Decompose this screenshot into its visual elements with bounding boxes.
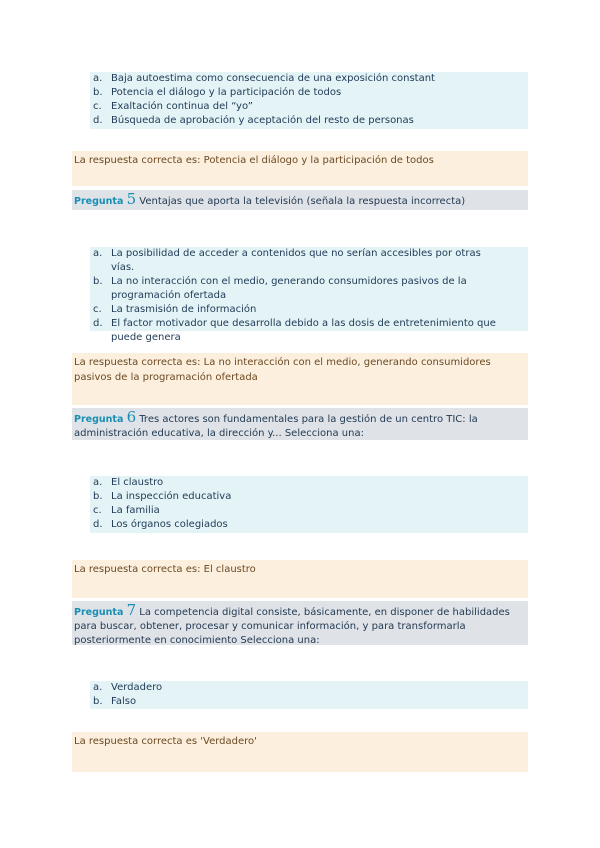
question-label: Pregunta <box>74 414 124 425</box>
q4-options <box>90 72 528 129</box>
option-text: Potencia el diálogo y la participación de todos <box>111 87 342 98</box>
option-letter: c. <box>93 304 102 315</box>
option-letter: a. <box>93 477 103 488</box>
option-text: La no interacción con el medio, generando consumidores pasivos de la programación ofertada <box>111 276 467 301</box>
q6-option-a <box>92 476 528 490</box>
option-letter: c. <box>93 505 102 516</box>
q7-correct-answer: La respuesta correcta es 'Verdadero' <box>72 732 528 772</box>
q5-question <box>72 190 528 210</box>
option-letter: b. <box>93 87 103 98</box>
q7-question <box>72 601 528 645</box>
q5-options <box>90 247 528 343</box>
option-letter: d. <box>93 318 103 329</box>
option-text: La posibilidad de acceder a contenidos que no serían accesibles por otras vías. <box>111 248 481 273</box>
option-text: El factor motivador que desarrolla debido a las dosis de entretenimiento que puede genera <box>111 318 496 343</box>
option-letter: d. <box>93 519 103 530</box>
option-text: Baja autoestima como consecuencia de una exposición constant <box>111 73 435 84</box>
option-letter: a. <box>93 73 103 84</box>
q5-correct-answer: La respuesta correcta es: La no interacción con el medio, generando consumidores pasivos de la programación ofertada <box>72 353 528 405</box>
question-text: Ventajas que aporta la televisión (señala la respuesta incorrecta) <box>139 196 466 207</box>
question-number: 7 <box>126 601 137 619</box>
question-label: Pregunta <box>74 607 124 618</box>
q7-options <box>90 681 528 709</box>
question-text: La competencia digital consiste, básicamente, en disponer de habilidades para buscar, obtener, procesar y comunicar información, y para transformarla posteriormente en conocimiento Selecciona una: <box>74 607 510 646</box>
q4-option-d <box>92 114 528 128</box>
q6-option-c <box>92 504 528 518</box>
option-letter: a. <box>93 248 103 259</box>
question-number: 5 <box>126 190 137 208</box>
q4-option-b <box>92 86 528 100</box>
q4-option-c <box>92 100 528 114</box>
option-text: Verdadero <box>111 682 163 693</box>
option-letter: d. <box>93 115 103 126</box>
q5-option-a <box>92 247 528 275</box>
option-text: La trasmisión de información <box>111 304 257 315</box>
q5-option-b <box>92 275 528 303</box>
q5-option-d <box>92 317 528 345</box>
q6-option-d <box>92 518 528 532</box>
option-text: Falso <box>111 696 137 707</box>
option-letter: c. <box>93 101 102 112</box>
option-text: El claustro <box>111 477 164 488</box>
q4-correct-answer: La respuesta correcta es: Potencia el diálogo y la participación de todos <box>72 151 528 186</box>
question-label: Pregunta <box>74 196 124 207</box>
option-text: La inspección educativa <box>111 491 232 502</box>
q7-option-a <box>92 681 528 695</box>
option-letter: b. <box>93 696 103 707</box>
option-text: La familia <box>111 505 160 516</box>
q6-correct-answer: La respuesta correcta es: El claustro <box>72 560 528 598</box>
option-letter: a. <box>93 682 103 693</box>
q6-option-b <box>92 490 528 504</box>
q6-options <box>90 476 528 533</box>
q5-option-c <box>92 303 528 317</box>
q6-question <box>72 408 528 440</box>
option-text: Búsqueda de aprobación y aceptación del resto de personas <box>111 115 414 126</box>
question-text: Tres actores son fundamentales para la gestión de un centro TIC: la administración educativa, la dirección y... Selecciona una: <box>74 414 478 439</box>
option-text: Los órganos colegiados <box>111 519 228 530</box>
q7-option-b <box>92 695 528 709</box>
q4-option-a <box>92 72 528 86</box>
option-text: Exaltación continua del “yo” <box>111 101 253 112</box>
option-letter: b. <box>93 276 103 287</box>
question-number: 6 <box>126 408 137 426</box>
option-letter: b. <box>93 491 103 502</box>
